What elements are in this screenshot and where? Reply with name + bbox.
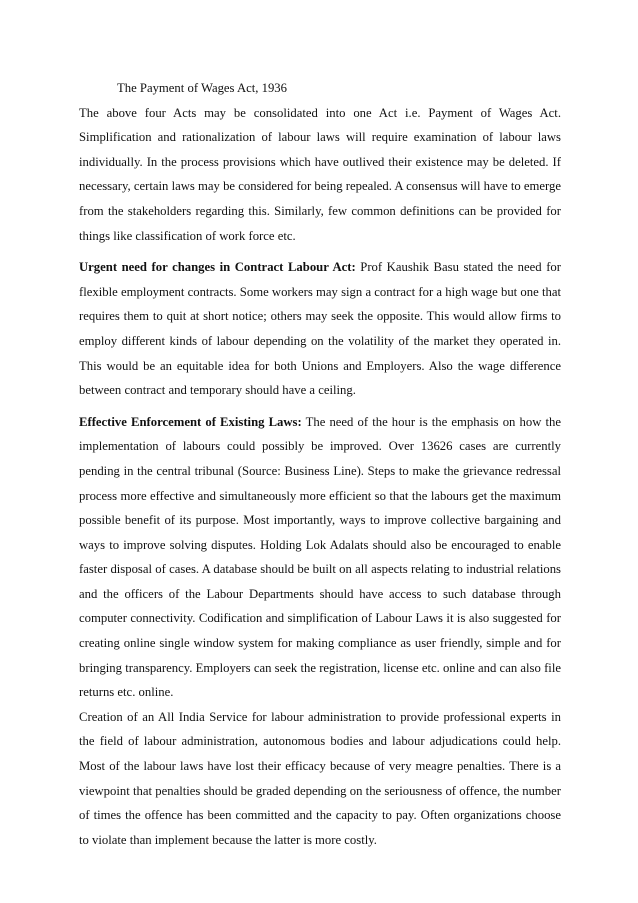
- paragraph-consolidation: [79, 101, 561, 249]
- paragraph-all-india-service: [79, 705, 561, 853]
- paragraph-contract-labour: [79, 255, 561, 403]
- section-heading-enforcement: Effective Enforcement of Existing Laws:: [79, 414, 302, 429]
- act-title-line: The Payment of Wages Act, 1936: [117, 81, 287, 95]
- paragraph-text: Prof Kaushik Basu stated the need for flexible employment contracts. Some workers may sign a contract for a high wage but one that requires them to quit at short notice; others may seek the opposite. This would allow firms to employ different kinds of labour depending on the volatility of the market they operated in. This would be an equitable idea for both Unions and Employers. Also the wage difference between contract and temporary should have a ceiling.: [79, 260, 561, 398]
- paragraph-text: The above four Acts may be consolidated into one Act i.e. Payment of Wages Act. Simplification and rationalization of labour laws will require examination of labour laws individually. In the process provisions which have outlived their existence may be deleted. If necessary, certain laws may be considered for being repealed. A consensus will have to emerge from the stakeholders regarding this. Similarly, few common definitions can be provided for things like classification of work force etc.: [79, 105, 561, 243]
- paragraph-text: The need of the hour is the emphasis on how the implementation of labours could possibly be improved. Over 13626 cases are currently pending in the central tribunal (Source: Business Line). Steps to make the grievance redressal process more effective and simultaneously more efficient so that the labours get the maximum possible benefit of its purpose. Most importantly, ways to improve collective bargaining and ways to improve solving disputes. Holding Lok Adalats should also be encouraged to enable faster disposal of cases. A database should be built on all aspects relating to industrial relations and the officers of the Labour Departments should have access to such database through computer connectivity. Codification and simplification of Labour Laws it is also suggested for creating online single window system for making compliance as user friendly, simple and for bringing transparency. Employers can seek the registration, license etc. online and can also file returns etc. online.: [79, 414, 561, 700]
- section-heading-contract-labour: Urgent need for changes in Contract Labour Act:: [79, 260, 356, 275]
- document-body: [79, 76, 561, 852]
- paragraph-text: Creation of an All India Service for labour administration to provide professional experts in the field of labour administration, autonomous bodies and labour adjudications could help. Most of the labour laws have lost their efficacy because of very meagre penalties. There is a viewpoint that penalties should be graded depending on the seriousness of offence, the number of times the offence has been committed and the capacity to pay. Often organizations choose to violate than implement because the latter is more costly.: [79, 709, 561, 847]
- paragraph-enforcement: [79, 410, 561, 705]
